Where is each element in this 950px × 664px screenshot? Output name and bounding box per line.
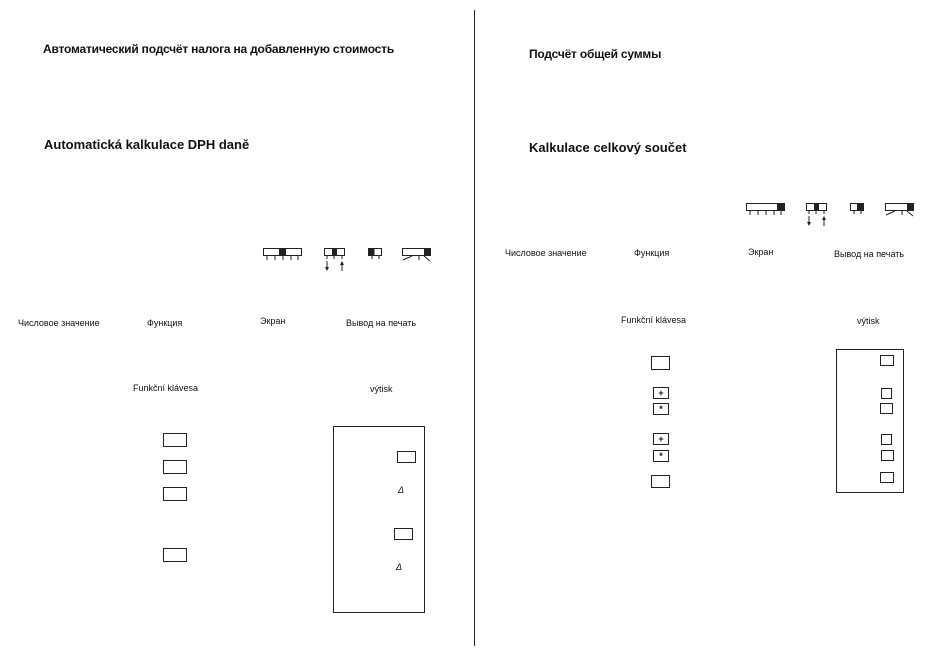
right-printout-box-1 [880, 355, 894, 366]
left-function-key-header: Funkční klávesa [133, 383, 199, 393]
right-title-cz: Kalkulace celkový součet [529, 140, 687, 155]
left-function-header: Функция [147, 318, 183, 328]
decimal-switch-icon-right [746, 203, 786, 219]
right-title-ru: Подсчёт общей суммы [529, 47, 662, 61]
left-printout-mark-1: Δ [398, 485, 405, 495]
right-print-header: Вывод на печать [834, 249, 905, 259]
right-printout-box-4 [881, 434, 892, 445]
left-numeric-value-header: Числовое значение [18, 318, 100, 328]
right-key-1[interactable] [651, 356, 670, 370]
right-printout-box-6 [880, 472, 894, 483]
right-key-plus-2[interactable]: + [653, 433, 669, 445]
right-printout-box-3 [880, 403, 893, 414]
left-print-header: Вывод на печать [346, 318, 417, 328]
mode-switch-icon-right [850, 203, 866, 215]
right-printout-box-5 [881, 450, 894, 461]
left-key-2[interactable] [163, 460, 187, 474]
left-printout-mark-2: Δ [396, 562, 403, 572]
left-printout-box-2 [394, 528, 413, 540]
rounding-switch-icon-right [806, 203, 828, 227]
right-screen-header: Экран [748, 247, 774, 257]
print-switch-icon [402, 248, 432, 262]
rounding-switch-icon [324, 248, 346, 272]
left-key-3[interactable] [163, 487, 187, 501]
right-numeric-value-header: Числовое значение [505, 248, 587, 258]
left-title-ru: Автоматический подсчёт налога на добавленную стоимость [43, 42, 395, 56]
right-key-2[interactable] [651, 475, 670, 488]
right-function-header: Функция [634, 248, 670, 258]
mode-switch-icon [368, 248, 384, 260]
right-function-key-header: Funkční klávesa [621, 315, 687, 325]
right-key-plus-1[interactable]: + [653, 387, 669, 399]
left-key-4[interactable] [163, 548, 187, 562]
right-printout-header: výtisk [857, 316, 880, 326]
left-key-1[interactable] [163, 433, 187, 447]
page-divider [474, 10, 475, 646]
print-switch-icon-right [885, 203, 915, 217]
decimal-switch-icon [263, 248, 303, 264]
left-screen-header: Экран [260, 316, 286, 326]
left-printout-box-1 [397, 451, 416, 463]
right-printout-box-2 [881, 388, 892, 399]
right-key-star-2[interactable]: * [653, 450, 669, 462]
left-printout-header: výtisk [370, 384, 393, 394]
right-key-star-1[interactable]: * [653, 403, 669, 415]
left-title-cz: Automatická kalkulace DPH daně [44, 137, 250, 152]
